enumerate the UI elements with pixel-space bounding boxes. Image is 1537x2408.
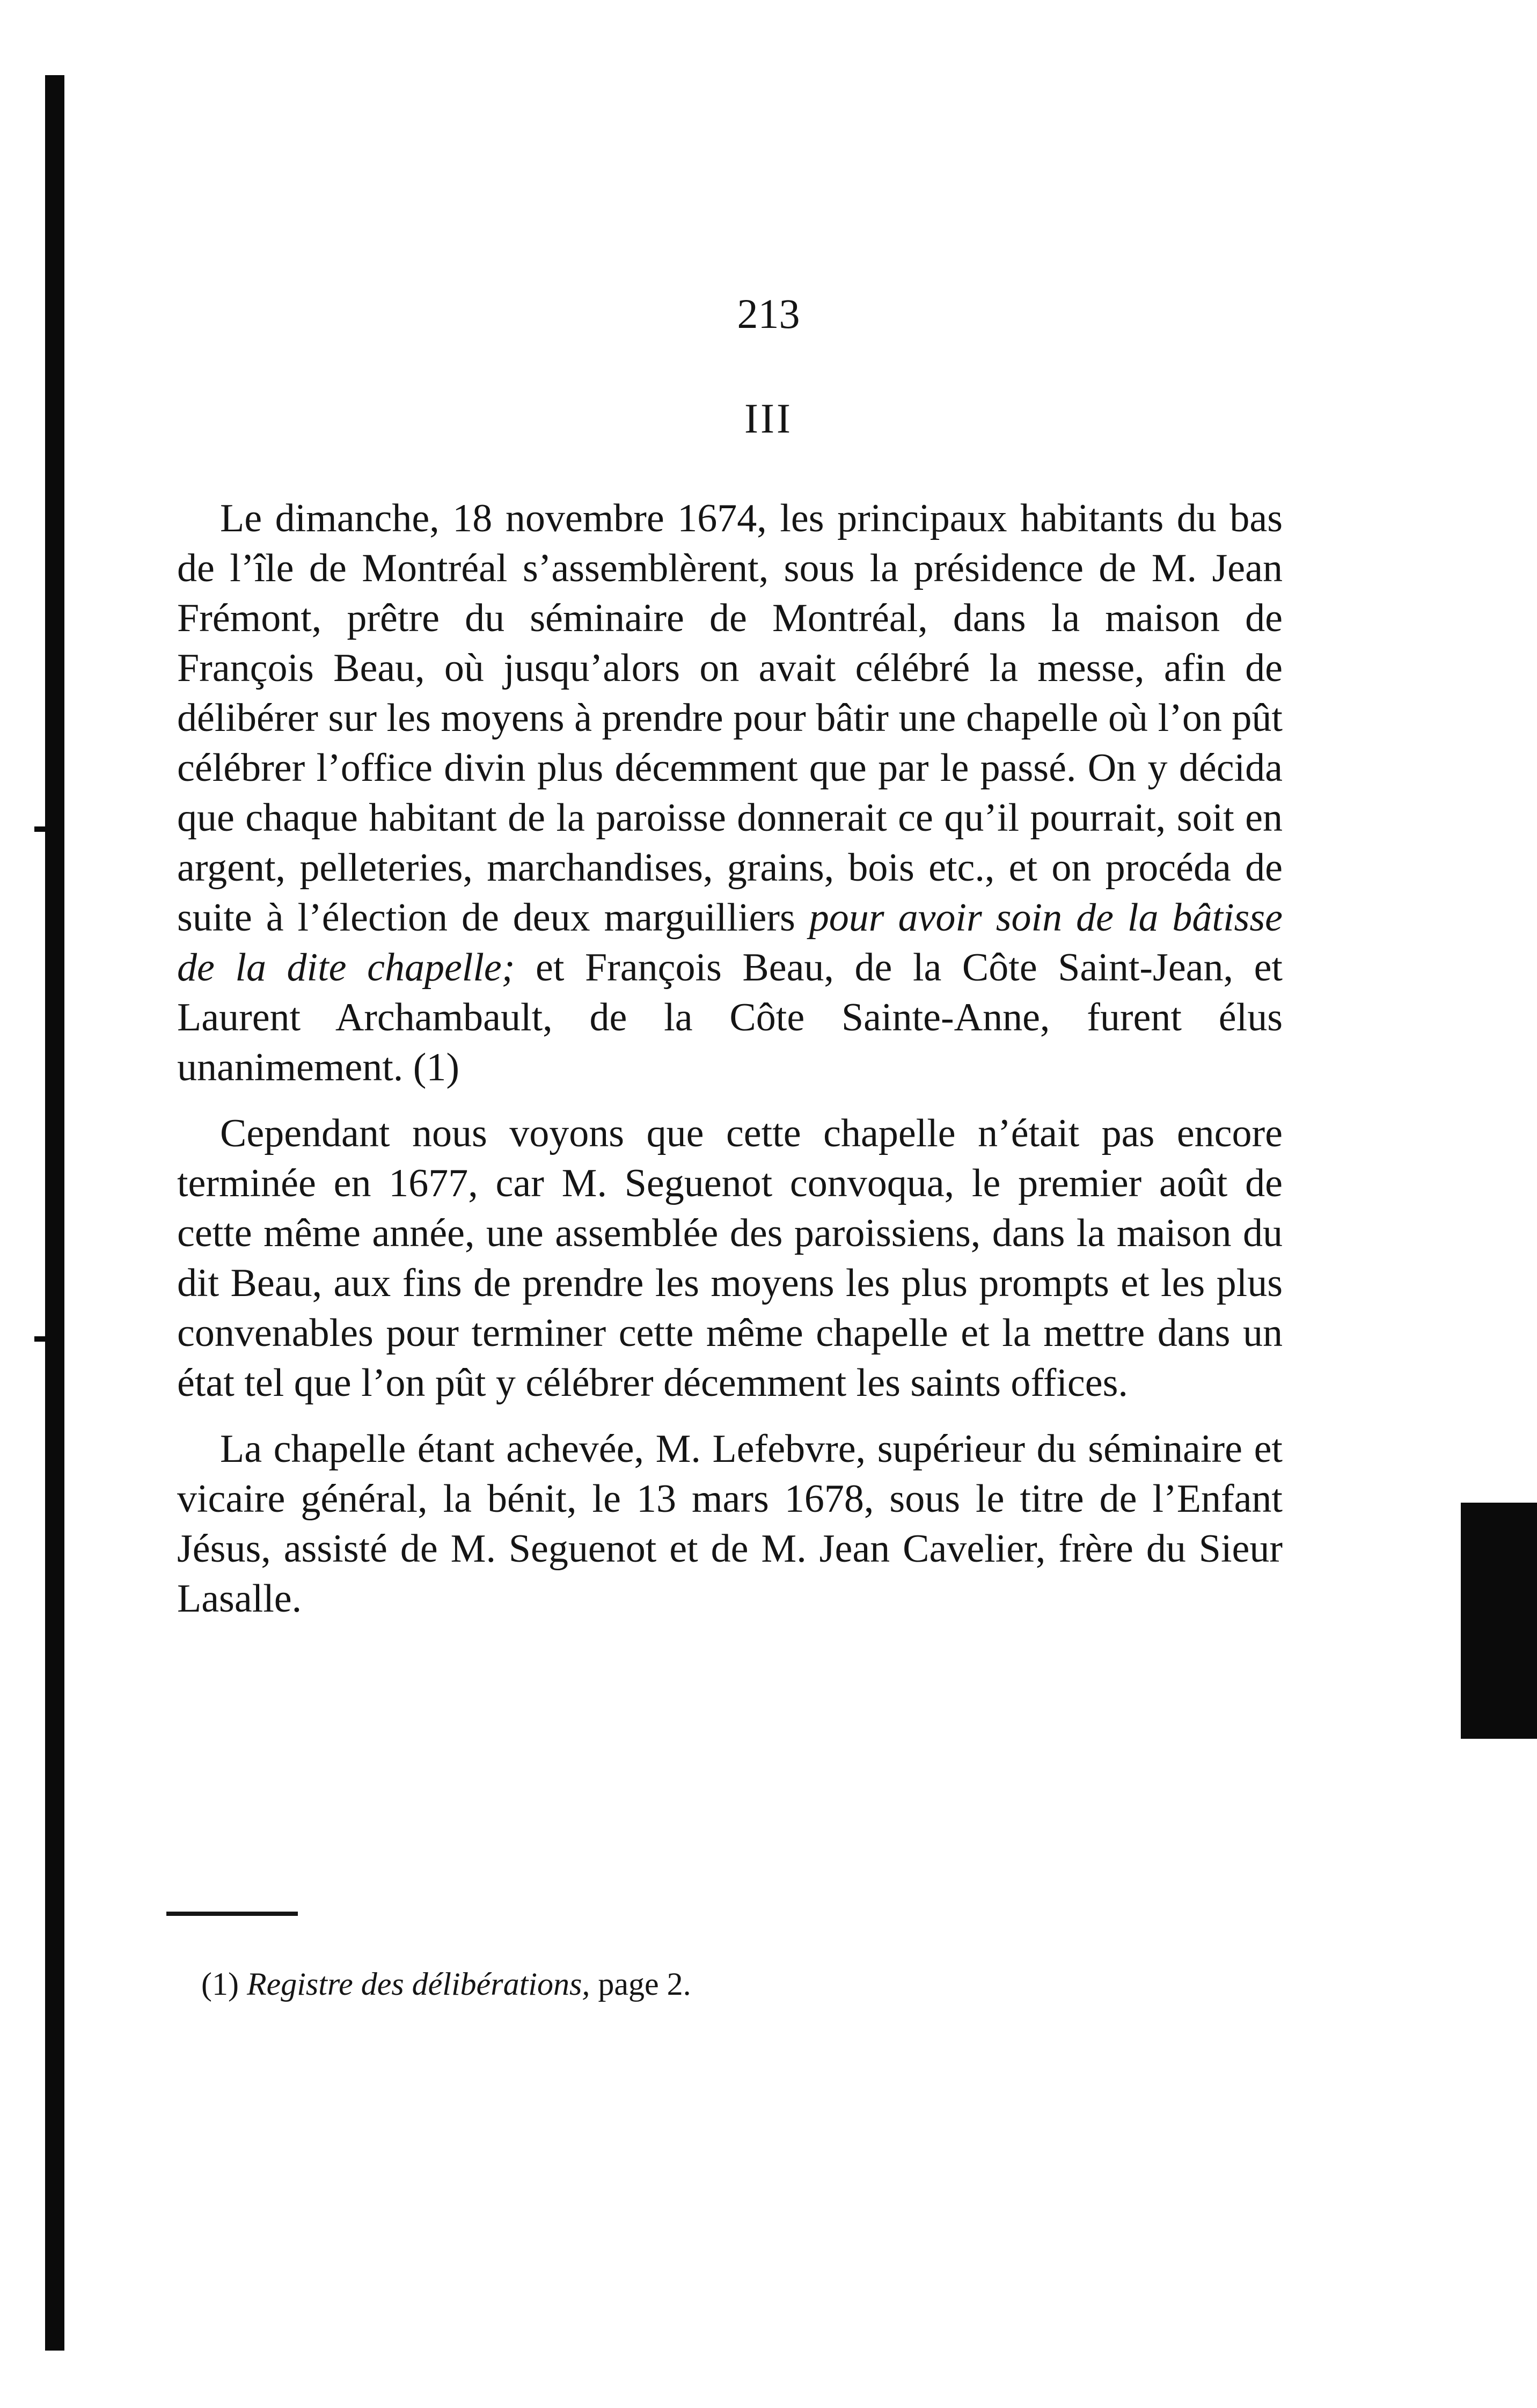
- scan-edge-mark: [34, 826, 46, 832]
- italic-quote: pour avoir soin de la bâtisse de la dite chapelle;: [177, 896, 1283, 990]
- footnote: [201, 1964, 691, 2004]
- paragraph: [177, 494, 1283, 1093]
- footnote-title: Registre des délibérations,: [246, 1966, 590, 2002]
- paragraph-text: et François Beau, de la Côte Saint-Jean, et Laurent Archambault, de la Côte Sainte-Anne, furent élus unanimement. (1): [177, 946, 1283, 1089]
- paragraph: Cependant nous voyons que cette chapelle n’était pas encore terminée en 1677, car M. Seguenot convoqua, le premier août de cette même année, une assemblée des paroissiens, dans la maison du dit Beau, aux fins de prendre les moyens les plus prompts et les plus convenables pour terminer cette même chapelle et la mettre dans un état tel que l’on pût y célébrer décemment les saints offices.: [177, 1111, 1283, 1405]
- footnote-page: page 2.: [598, 1966, 691, 2002]
- paragraph: La chapelle étant achevée, M. Lefebvre, supérieur du séminaire et vicaire général, la bénit, le 13 mars 1678, sous le titre de l’Enfant Jésus, assisté de M. Seguenot et de M. Jean Cavelier, frère du Sieur Lasalle.: [177, 1427, 1283, 1621]
- body-text: [177, 494, 1283, 1640]
- footnote-marker: (1): [201, 1966, 239, 2002]
- scan-edge-mark: [34, 1336, 46, 1342]
- scan-edge-right: [1461, 1503, 1537, 1739]
- page-number: 213: [737, 290, 800, 337]
- paragraph-text: Le dimanche, 18 novembre 1674, les principaux habitants du bas de l’île de Montréal s’assemblèrent, sous la présidence de M. Jean Frémont, prêtre du séminaire de Montréal, dans la maison de François Beau, où jusqu’alors on avait célébré la messe, afin de délibérer sur les moyens à prendre pour bâtir une chapelle où l’on pût célébrer l’office divin plus décemment que par le passé. On y décida que chaque habitant de la paroisse donnerait ce qu’il pourrait, soit en argent, pelleteries, marchandises, grains, bois etc., et on procéda de suite à l’élection de deux marguilliers: [177, 496, 1283, 940]
- section-heading: III: [744, 395, 793, 442]
- footnote-rule: [166, 1912, 298, 1916]
